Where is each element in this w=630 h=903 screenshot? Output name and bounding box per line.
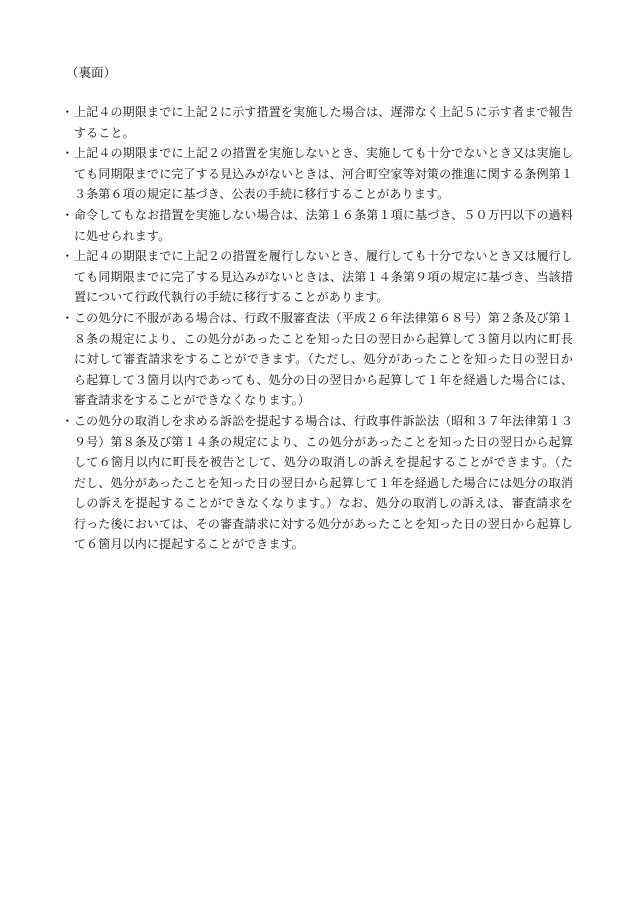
bullet-mark: ・	[61, 310, 74, 325]
bullet-mark: ・	[61, 249, 74, 264]
note-item	[61, 308, 573, 411]
bullet-mark: ・	[61, 413, 74, 428]
bullet-mark: ・	[61, 207, 74, 222]
note-text: 上記４の期限までに上記２に示す措置を実施した場合は、遅滞なく上記５に示す者まで報告すること。	[74, 105, 573, 140]
note-text: 上記４の期限までに上記２の措置を実施しないとき、実施しても十分でないとき又は実施しても同期限までに完了する見込みがないときは、河合町空家等対策の推進に関する条例第１３条第６項の規定に基づき、公表の手続に移行することがあります。	[74, 146, 573, 202]
note-item	[61, 102, 573, 143]
bullet-mark: ・	[61, 146, 74, 161]
note-item	[61, 205, 573, 246]
bullet-mark: ・	[61, 105, 74, 119]
page-heading: （裏面）	[66, 65, 117, 80]
note-text: 上記４の期限までに上記２の措置を履行しないとき、履行しても十分でないとき又は履行しても同期限までに完了する見込みがないときは、法第１４条第９項の規定に基づき、当該措置について行政代執行の手続に移行することがあります。	[74, 249, 573, 305]
note-item	[61, 246, 573, 308]
note-item	[61, 411, 573, 555]
note-text: この処分の取消しを求める訴訟を提起する場合は、行政事件訴訟法（昭和３７年法律第１３９号）第８条及び第１４条の規定により、この処分があったことを知った日の翌日から起算して６箇月以内に町長を被告として、処分の取消しの訴えを提起することができます。（ただし、処分があったことを知った日の翌日から起算して１年を経過した場合には処分の取消しの訴えを提起することができなくなります。）なお、処分の取消しの訴えは、審査請求を行った後においては、その審査請求に対する処分があったことを知った日の翌日から起算して６箇月以内に提起することができます。	[74, 413, 573, 552]
note-text: この処分に不服がある場合は、行政不服審査法（平成２６年法律第６８号）第２条及び第１８条の規定により、この処分があったことを知った日の翌日から起算して３箇月以内に町長に対して審査請求をすることができます。（ただし、処分があったことを知った日の翌日から起算して３箇月以内であっても、処分の日の翌日から起算して１年を経過した場合には、審査請求をすることができなくなります。）	[74, 310, 573, 408]
notes-list	[61, 102, 573, 555]
note-text: 命令してもなお措置を実施しない場合は、法第１６条第１項に基づき、５０万円以下の過料に処せられます。	[74, 207, 573, 243]
note-item	[61, 143, 573, 205]
